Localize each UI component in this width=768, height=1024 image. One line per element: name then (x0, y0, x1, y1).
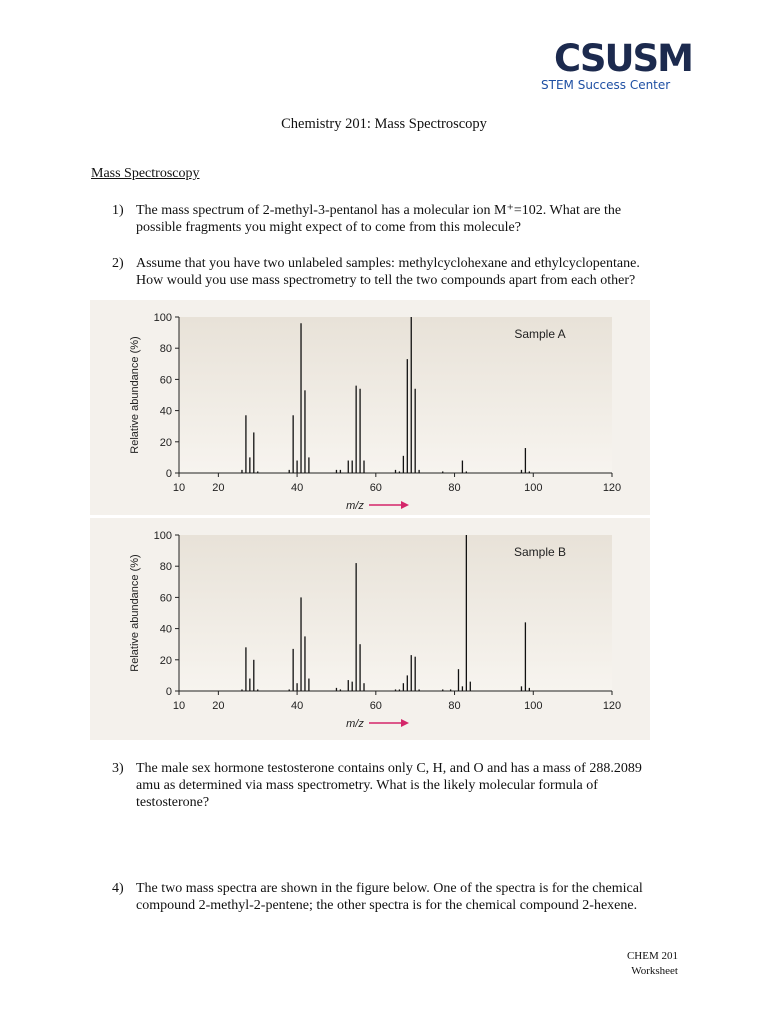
sample-label: Sample A (514, 327, 566, 341)
question-number: 1) (112, 203, 124, 218)
question-text-line: possible fragments you might expect of to come from this molecule? (136, 220, 521, 235)
x-tick-label: 10 (172, 700, 186, 712)
y-tick-label: 40 (159, 405, 172, 418)
logo-subtitle: STEM Success Center (541, 78, 671, 92)
y-tick-label: 80 (159, 561, 172, 574)
footer-course: CHEM 201 (626, 950, 678, 962)
y-tick-label: 100 (153, 530, 172, 542)
y-tick-label: 80 (159, 343, 172, 356)
x-tick-label: 80 (448, 482, 461, 494)
x-tick-label: 120 (602, 700, 622, 712)
x-axis-label: m/z (346, 718, 364, 730)
question-text-line: The two mass spectra are shown in the figure below. One of the spectra is for the chemical (136, 881, 643, 896)
y-tick-label: 100 (153, 312, 172, 324)
x-tick-label: 10 (172, 482, 186, 494)
question-text-line: amu as determined via mass spectrometry. What is the likely molecular formula of (136, 778, 598, 793)
y-tick-label: 40 (159, 623, 172, 636)
question-text-line: How would you use mass spectrometry to tell the two compounds apart from each other? (136, 273, 636, 288)
y-tick-label: 20 (159, 436, 172, 449)
y-tick-label: 0 (165, 468, 172, 480)
mass-spectrum-sample-b (90, 518, 650, 740)
y-tick-label: 60 (159, 592, 172, 605)
y-axis-label: Relative abundance (%) (129, 554, 141, 672)
x-tick-label: 120 (602, 482, 622, 494)
question-number: 2) (112, 256, 124, 271)
x-tick-label: 100 (524, 482, 543, 494)
section-title: Mass Spectroscopy (91, 166, 200, 181)
csusm-logo: CSUSM (554, 37, 692, 80)
question-number: 4) (112, 881, 124, 896)
x-tick-label: 40 (290, 482, 304, 494)
y-tick-label: 60 (159, 374, 172, 387)
question-text-line: Assume that you have two unlabeled samples: methylcyclohexane and ethylcyclopentane. (136, 256, 640, 271)
question-text-line: The male sex hormone testosterone contains only C, H, and O and has a mass of 288.2089 (136, 761, 642, 776)
page-title: Chemistry 201: Mass Spectroscopy (281, 116, 487, 132)
x-tick-label: 60 (369, 482, 382, 494)
y-axis-label: Relative abundance (%) (129, 336, 141, 454)
y-tick-label: 0 (165, 686, 172, 698)
sample-label: Sample B (513, 545, 567, 559)
question-text-line: The mass spectrum of 2-methyl-3-pentanol has a molecular ion M⁺=102. What are the (136, 203, 622, 218)
mass-spectrum-sample-a (90, 300, 650, 515)
x-axis-label: m/z (346, 500, 364, 512)
question-number: 3) (112, 761, 124, 776)
question-text-line: compound 2-methyl-2-pentene; the other spectra is for the chemical compound 2-hexene. (136, 898, 638, 913)
x-tick-label: 60 (369, 700, 382, 712)
x-tick-label: 80 (448, 700, 461, 712)
x-tick-label: 20 (212, 482, 225, 494)
question-text-line: testosterone? (136, 795, 210, 810)
x-tick-label: 40 (290, 700, 304, 712)
x-tick-label: 100 (524, 700, 543, 712)
y-tick-label: 20 (159, 654, 172, 667)
footer-label: Worksheet (631, 965, 678, 977)
x-tick-label: 20 (212, 700, 225, 712)
